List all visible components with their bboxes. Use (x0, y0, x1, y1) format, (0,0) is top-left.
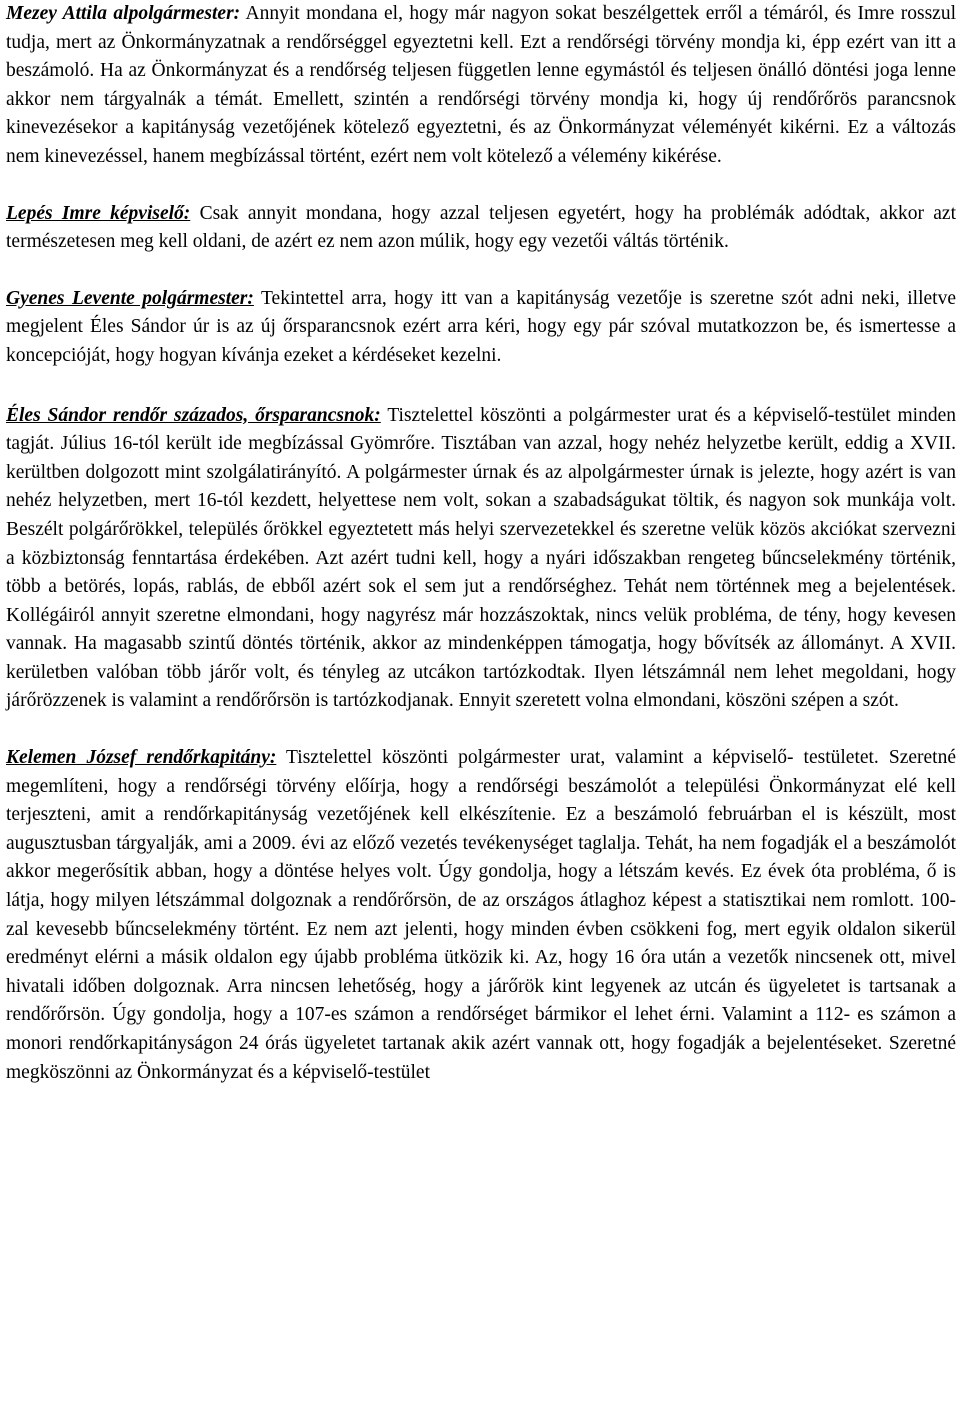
paragraph-lepes-imre (6, 200, 956, 257)
paragraph-spacer (6, 716, 956, 744)
paragraph-spacer (6, 257, 956, 285)
paragraph-spacer (6, 172, 956, 200)
paragraph-text: Csak annyit mondana, hogy azzal teljesen egyetért, hogy ha problémák adódtak, akkor azt természetesen meg kell oldani, de azért ez nem azon múlik, hogy egy vezetői váltás történik. (6, 202, 956, 253)
speaker-label: Gyenes Levente polgármester: (6, 287, 254, 309)
paragraph-spacer (6, 371, 956, 402)
paragraph-text: Tisztelettel köszönti polgármester urat, valamint a képviselő- testületet. Szeretné megemlíteni, hogy a rendőrségi törvény előírja, hogy a rendőrségi beszámolót a települési Önkormányzat elé kell terjeszteni, amit a rendőrkapitányság vezetőjének kell elkészítenie. Ez a beszámoló februárban el is készült, most augusztusban tárgyalják, ami a 2009. évi az előző vezetés tevékenységet taglalja. Tehát, ha nem fogadják el a beszámolót akkor megerősítik abban, hogy a döntése helyes volt. Úgy gondolja, hogy a létszám kevés. Ez évek óta probléma, ő is látja, hogy milyen létszámmal dolgoznak a rendőrőrsön, de az országos átlaghoz képest a statisztikai nem romlott. 100-zal kevesebb bűncselekmény történt. Ez nem azt jelenti, hogy minden évben csökkeni fog, mert egyik oldalon sikerül eredményt elérni a másik oldalon egy újabb probléma ütközik ki. Az, hogy 16 óra után a vezetők nincsenek ott, mivel hivatali időben dolgoznak. Arra nincsen lehetőség, hogy a járőrök kint legyenek az utcán és ügyeletet is tartsanak a rendőrőrsön. Úgy gondolja, hogy a 107-es számon a rendőrséget bármikor el lehet érni. Valamint a 112- es számon a monori rendőrkapitányságon 24 órás ügyeletet tartanak akik azért vannak ott, hogy fogadják a bejelentéseket. Szeretné megköszönni az Önkormányzat és a képviselő-testület (6, 747, 956, 1083)
paragraph-mezey-attila (6, 0, 956, 172)
paragraph-eles-sandor (6, 402, 956, 717)
speaker-label: Éles Sándor rendőr százados, őrsparancsnok: (6, 404, 381, 426)
paragraph-gyenes-levente (6, 285, 956, 371)
speaker-label: Kelemen József rendőrkapitány: (6, 747, 277, 769)
speaker-label: Lepés Imre képviselő: (6, 202, 191, 224)
paragraph-text: Annyit mondana el, hogy már nagyon sokat beszélgettek erről a témáról, és Imre rosszul tudja, mert az Önkormányzatnak a rendőrséggel egyeztetni kell. Ezt a rendőrségi törvény mondja ki, épp ezért van itt a beszámoló. Ha az Önkormányzat és a rendőrség teljesen független lenne egymástól és teljesen önálló döntési joga lenne akkor nem tárgyalnák a témát. Emellett, szintén a rendőrségi törvény mondja ki, hogy új rendőrőrös parancsnok kinevezésekor a kapitányság vezetőjének kötelező egyeztetni, és az Önkormányzat véleményét kikérni. Ez a változás nem kinevezéssel, hanem megbízással történt, ezért nem volt kötelező a vélemény kikérése. (6, 3, 957, 167)
paragraph-text: Tisztelettel köszönti a polgármester urat és a képviselő-testület minden tagját. Július 16-tól került ide megbízással Gyömrőre. Tisztában van azzal, hogy nehéz helyzetbe került, eddig a XVII. kerültben dolgozott mint szolgálatirányító. A polgármester úrnak és az alpolgármester úrnak is jelezte, hogy azért is van nehéz helyzetben, mert 16-tól kezdett, helyettese nem volt, sokan a szabadságukat töltik, és nagyon sok munkája volt. Beszélt polgárőrökkel, település őrökkel egyeztetett más helyi szervezetekkel és szeretne velük közös akciókat szervezni a közbiztonság fenntartása érdekében. Azt azért tudni kell, hogy a nyári időszakban rengeteg bűncselekmény történik, több a betörés, lopás, rablás, de ebből azért sok el sem jut a rendőrséghez. Tehát nem történnek meg a bejelentések. Kollégáiról annyit szeretne elmondani, hogy nagyrész már hozzászoktak, nincs velük probléma, de tény, hogy kevesen vannak. Ha magasabb szintű döntés történik, akkor az mindenképpen támogatja, hogy bővítsék az állományt. A XVII. kerületben valóban több járőr volt, és tényleg az utcákon tartózkodtak. Ilyen létszámnál nem lehet megoldani, hogy járőrözzenek is valamint a rendőrőrsön is tartózkodjanak. Ennyit szeretett volna elmondani, köszöni szépen a szót. (6, 404, 957, 712)
paragraph-kelemen-jozsef (6, 744, 956, 1087)
document-page (6, 0, 956, 1087)
paragraph-text: Tekintettel arra, hogy itt van a kapitányság vezetője is szeretne szót adni neki, illetve megjelent Éles Sándor úr is az új őrsparancsnok ezért arra kéri, hogy egy pár szóval mutatkozzon be, és ismertesse a koncepcióját, hogy hogyan kívánja ezeket a kérdéseket kezelni. (6, 287, 956, 366)
speaker-label: Mezey Attila alpolgármester: (6, 3, 241, 24)
